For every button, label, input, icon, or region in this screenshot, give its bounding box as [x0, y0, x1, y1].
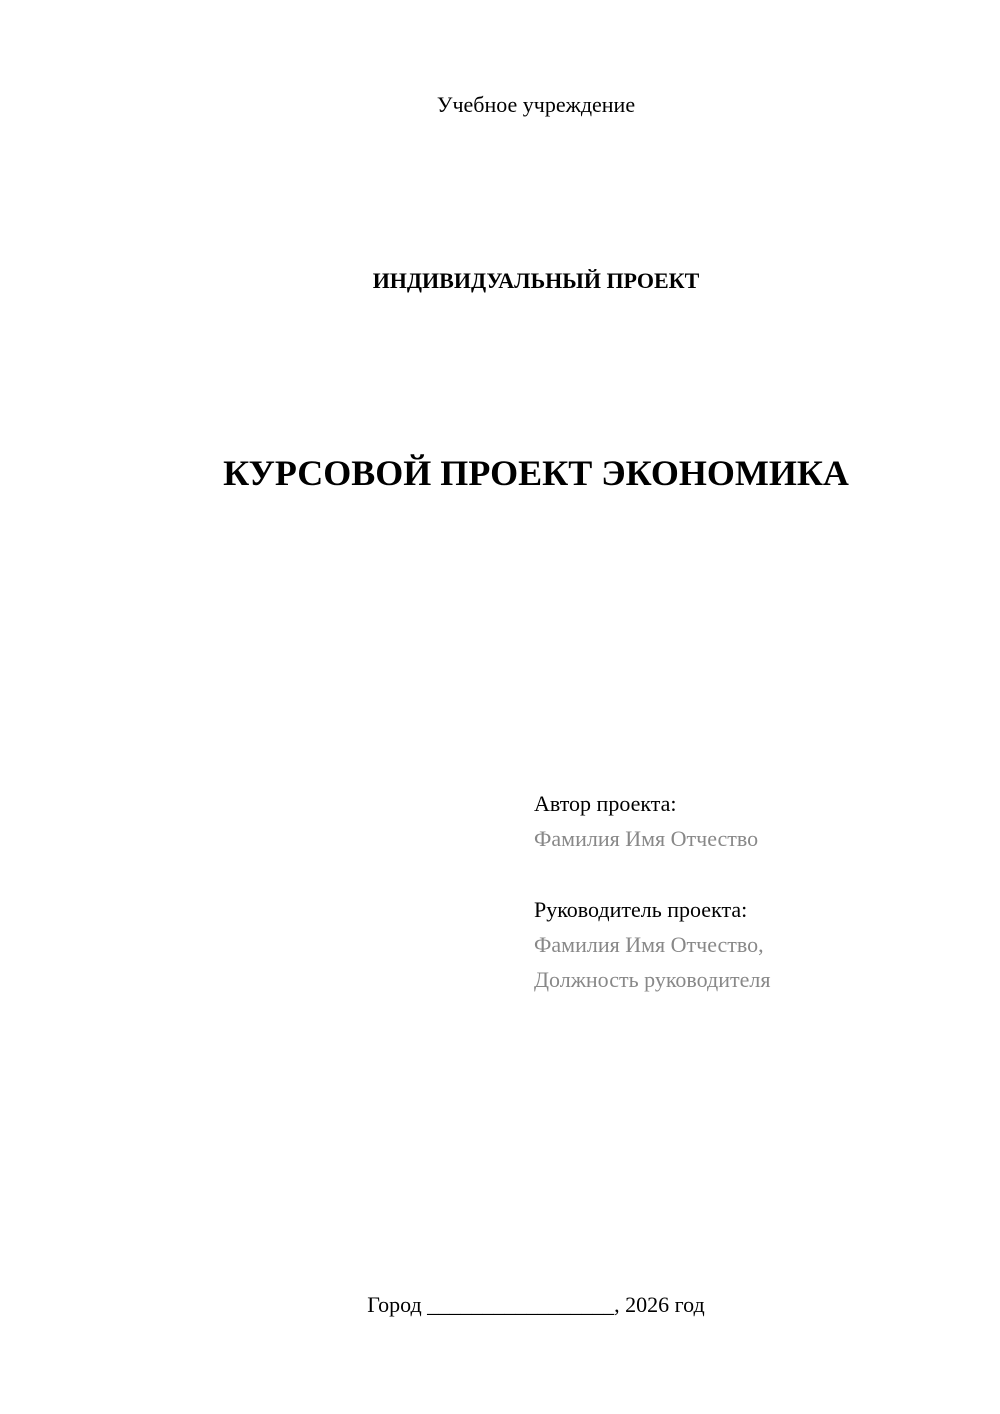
author-name: Фамилия Имя Отчество	[534, 826, 759, 851]
supervisor-position: Должность руководителя	[534, 967, 771, 992]
document-type: ИНДИВИДУАЛЬНЫЙ ПРОЕКТ	[372, 268, 700, 293]
project-info-block	[534, 786, 974, 997]
city-year-line: Город _________________, 2026 год	[367, 1292, 705, 1317]
institution-name: Учебное учреждение	[436, 92, 636, 117]
document-title: КУРСОВОЙ ПРОЕКТ ЭКОНОМИКА	[223, 453, 849, 493]
supervisor-label: Руководитель проекта:	[534, 897, 748, 922]
spacer	[534, 856, 974, 892]
supervisor-name: Фамилия Имя Отчество,	[534, 932, 764, 957]
author-label: Автор проекта:	[534, 791, 677, 816]
